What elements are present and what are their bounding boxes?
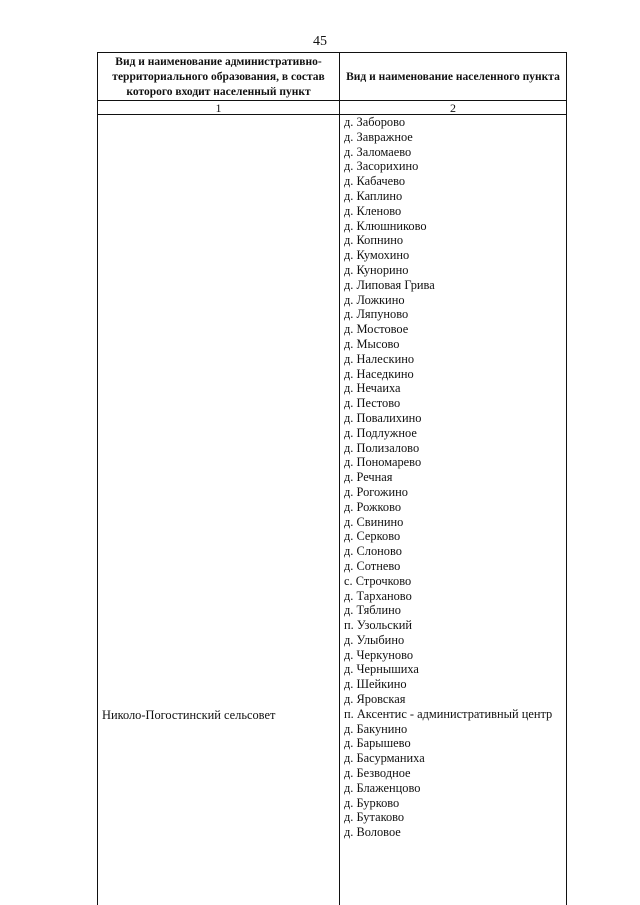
- settlement-item: д. Кунорино: [344, 262, 409, 277]
- settlement-item: д. Полизалово: [344, 440, 420, 455]
- settlement-item: д. Налескино: [344, 351, 415, 366]
- column-header-settlement: Вид и наименование населенного пункта: [346, 70, 560, 83]
- settlement-item: д. Чернышиха: [344, 662, 419, 677]
- settlement-item: д. Каплино: [344, 188, 403, 203]
- settlement-list: [344, 115, 552, 840]
- settlement-item: д. Яровская: [344, 692, 406, 707]
- settlement-item: д. Черкуново: [344, 647, 414, 662]
- table-column-divider: [339, 52, 340, 905]
- settlement-item: д. Улыбино: [344, 632, 405, 647]
- settlement-item: д. Тарханово: [344, 588, 412, 603]
- settlement-item: д. Басурманиха: [344, 751, 425, 766]
- settlement-item: д. Копнино: [344, 233, 404, 248]
- settlement-item: д. Барышево: [344, 736, 411, 751]
- settlement-item: д. Шейкино: [344, 677, 407, 692]
- settlement-item: д. Сотнево: [344, 558, 401, 573]
- settlement-item: д. Подлужное: [344, 425, 417, 440]
- settlement-item: д. Тяблино: [344, 603, 401, 618]
- settlement-item: д. Кумохино: [344, 248, 410, 263]
- settlement-item: д. Свинино: [344, 514, 404, 529]
- settlement-item: д. Пестово: [344, 396, 401, 411]
- settlement-item: д. Рогожино: [344, 484, 408, 499]
- column-header-district: Вид и наименование административно-территориального образования, в состав которого входит населенный пункт: [112, 55, 325, 98]
- settlement-item: д. Пономарево: [344, 455, 422, 470]
- settlement-item: д. Засорихино: [344, 159, 419, 174]
- settlement-item: д. Рожково: [344, 499, 402, 514]
- settlement-item: д. Ложкино: [344, 292, 405, 307]
- settlement-item: д. Клюшниково: [344, 218, 427, 233]
- page-number: 45: [313, 34, 327, 49]
- settlement-item: д. Бакунино: [344, 721, 408, 736]
- settlement-item: д. Кленово: [344, 203, 402, 218]
- table-border-left: [97, 52, 98, 905]
- table-border-right: [566, 52, 567, 905]
- settlement-item: д. Слоново: [344, 544, 402, 559]
- settlement-item: д. Заборово: [344, 115, 406, 129]
- column-number-1: 1: [215, 101, 222, 115]
- settlement-item: д. Бурково: [344, 795, 400, 810]
- district-name: Николо-Погостинский сельсовет: [102, 708, 276, 722]
- settlement-item: д. Наседкино: [344, 366, 414, 381]
- settlements-table: [97, 52, 567, 905]
- settlement-item: д. Ляпуново: [344, 307, 409, 322]
- settlement-item: д. Нечаиха: [344, 381, 401, 396]
- settlement-item: д. Речная: [344, 470, 393, 485]
- settlement-item: д. Серково: [344, 529, 401, 544]
- settlement-item: д. Безводное: [344, 766, 411, 781]
- settlement-item: с. Строчково: [344, 573, 412, 588]
- settlement-item: д. Воловое: [344, 825, 401, 840]
- settlement-item: д. Кабачево: [344, 174, 406, 189]
- settlement-item: д. Мысово: [344, 336, 400, 351]
- settlement-item: д. Липовая Грива: [344, 277, 435, 292]
- settlement-item: п. Аксентис - административный центр: [344, 706, 553, 721]
- settlement-item: д. Блаженцово: [344, 780, 421, 795]
- settlement-item: д. Повалихино: [344, 410, 422, 425]
- settlement-item: д. Мостовое: [344, 322, 409, 337]
- settlement-item: д. Бутаково: [344, 810, 405, 825]
- settlement-item: д. Заломаево: [344, 144, 412, 159]
- column-number-2: 2: [450, 101, 456, 115]
- settlement-item: д. Завражное: [344, 129, 413, 144]
- settlement-item: п. Узольский: [344, 618, 412, 633]
